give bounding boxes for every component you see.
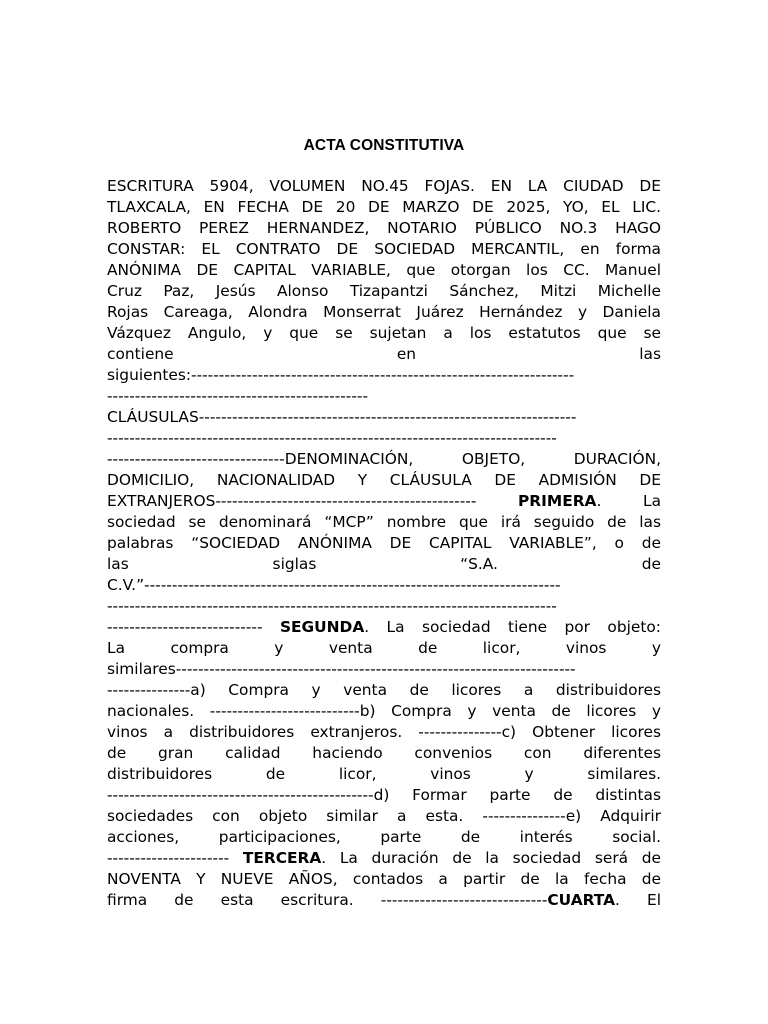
text-segment: ROBERTO PEREZ HERNANDEZ, NOTARIO PÚBLICO NO.3 HAGO	[107, 219, 661, 237]
text-segment: . El	[614, 891, 661, 909]
text-line	[107, 869, 661, 890]
text-segment: vinos a distribuidores extranjeros. ---------------c) Obtener licores	[107, 723, 661, 741]
text-segment: sociedades con objeto similar a esta. ---------------e) Adquirir	[107, 807, 661, 825]
text-line	[107, 827, 661, 848]
text-line	[107, 764, 661, 785]
text-line	[107, 281, 661, 302]
text-segment: ESCRITURA 5904, VOLUMEN NO.45 FOJAS. EN LA CIUDAD DE	[107, 177, 661, 195]
text-line	[107, 386, 661, 407]
text-line	[107, 848, 661, 869]
text-segment: acciones, participaciones, parte de interés social.	[107, 828, 661, 846]
text-line	[107, 344, 661, 365]
text-segment: siguientes:---------------------------------------------------------------------	[107, 366, 575, 384]
text-segment: Cruz Paz, Jesús Alonso Tizapantzi Sánchez, Mitzi Michelle	[107, 282, 661, 300]
document-body	[107, 176, 661, 911]
text-line	[107, 743, 661, 764]
text-segment: ----------------------------	[107, 618, 280, 636]
text-line	[107, 260, 661, 281]
text-segment: ---------------------------------------------------------------------------------	[107, 429, 557, 447]
text-segment: similares------------------------------------------------------------------------	[107, 660, 576, 678]
clause-heading: SEGUNDA	[279, 618, 365, 636]
text-line	[107, 407, 661, 428]
text-segment: Rojas Careaga, Alondra Monserrat Juárez Hernández y Daniela	[107, 303, 661, 321]
text-segment: firma de esta escritura. ------------------------------	[107, 891, 548, 909]
text-segment: . La duración de la sociedad será de	[321, 849, 661, 867]
text-line	[107, 659, 661, 680]
text-segment: DOMICILIO, NACIONALIDAD Y CLÁUSULA DE ADMISIÓN DE	[107, 471, 661, 489]
text-segment: ------------------------------------------------d) Formar parte de distintas	[107, 786, 661, 804]
text-line	[107, 680, 661, 701]
text-line	[107, 701, 661, 722]
text-line	[107, 785, 661, 806]
text-line	[107, 491, 661, 512]
text-line	[107, 449, 661, 470]
text-segment: CONSTAR: EL CONTRATO DE SOCIEDAD MERCANTIL, en forma	[107, 240, 661, 258]
text-line	[107, 239, 661, 260]
text-segment: sociedad se denominará “MCP” nombre que irá seguido de las	[107, 513, 661, 531]
text-line	[107, 890, 661, 911]
text-line	[107, 596, 661, 617]
text-segment: ANÓNIMA DE CAPITAL VARIABLE, que otorgan los CC. Manuel	[107, 261, 661, 279]
text-segment: distribuidores de licor, vinos y similares.	[107, 765, 661, 783]
text-segment: ---------------------------------------------------------------------------------	[107, 597, 557, 615]
text-line	[107, 176, 661, 197]
text-line	[107, 323, 661, 344]
text-segment: La compra y venta de licor, vinos y	[107, 639, 661, 657]
text-segment: contiene en las	[107, 345, 661, 363]
text-segment: CLÁUSULAS--------------------------------------------------------------------	[107, 408, 577, 426]
text-segment: ----------------------	[107, 849, 243, 867]
text-segment: palabras “SOCIEDAD ANÓNIMA DE CAPITAL VARIABLE”, o de	[107, 534, 661, 552]
clause-heading: CUARTA	[547, 891, 615, 909]
text-line	[107, 575, 661, 596]
text-line	[107, 533, 661, 554]
text-segment: NOVENTA Y NUEVE AÑOS, contados a partir de la fecha de	[107, 870, 661, 888]
text-line	[107, 638, 661, 659]
text-segment: TLAXCALA, EN FECHA DE 20 DE MARZO DE 2025, YO, EL LIC.	[107, 198, 661, 216]
text-segment: de gran calidad haciendo convenios con diferentes	[107, 744, 661, 762]
text-line	[107, 722, 661, 743]
text-segment: --------------------------------DENOMINACIÓN, OBJETO, DURACIÓN,	[107, 450, 661, 468]
document-title: ACTA CONSTITUTIVA	[303, 137, 465, 154]
clause-heading: TERCERA	[242, 849, 322, 867]
text-segment: C.V.”---------------------------------------------------------------------------	[107, 576, 561, 594]
text-segment: nacionales. ---------------------------b) Compra y venta de licores y	[107, 702, 661, 720]
text-line	[107, 365, 661, 386]
text-line	[107, 197, 661, 218]
text-segment: -----------------------------------------------	[107, 387, 369, 405]
text-line	[107, 470, 661, 491]
text-line	[107, 218, 661, 239]
text-line	[107, 512, 661, 533]
text-segment: Vázquez Angulo, y que se sujetan a los estatutos que se	[107, 324, 661, 342]
text-line	[107, 806, 661, 827]
text-line	[107, 428, 661, 449]
text-segment: las siglas “S.A. de	[107, 555, 661, 573]
text-segment: . La	[596, 492, 661, 510]
text-line	[107, 617, 661, 638]
text-segment: . La sociedad tiene por objeto:	[364, 618, 661, 636]
text-segment: EXTRANJEROS-----------------------------------------------	[107, 492, 519, 510]
text-line	[107, 554, 661, 575]
clause-heading: PRIMERA	[518, 492, 597, 510]
text-segment: ---------------a) Compra y venta de licores a distribuidores	[107, 681, 661, 699]
text-line	[107, 302, 661, 323]
